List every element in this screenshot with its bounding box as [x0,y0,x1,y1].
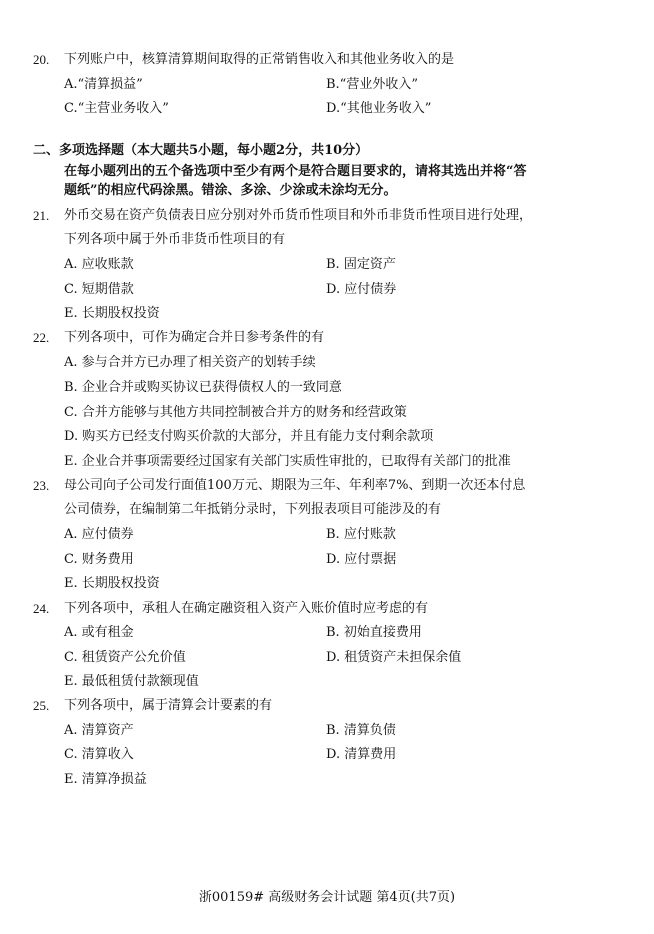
q22-option-b: B. 企业合并或购买协议已获得债权人的一致同意 [64,380,342,395]
q21-option-a: A. 应收账款 [64,257,134,272]
q22-option-c: C. 合并方能够与其他方共同控制被合并方的财务和经营政策 [64,405,407,420]
q21-option-b: B. 固定资产 [326,257,396,272]
q24-option-d: D. 租赁资产未担保余值 [326,650,462,665]
q24-option-e: E. 最低租赁付款额现值 [64,674,199,689]
q24-option-a: A. 或有租金 [64,625,134,640]
q21-number: 21. [33,208,50,223]
q23-option-d: D. 应付票据 [326,552,397,567]
q23-stem-line2: 公司债券，在编制第二年抵销分录时，下列报表项目可能涉及的有 [64,502,442,517]
section-2-title: 二、多项选择题（本大题共5小题，每小题2分，共10分） [33,143,369,158]
q24-stem: 下列各项中，承租人在确定融资租入资产入账价值时应考虑的有 [64,601,429,616]
q24-number: 24. [33,601,50,616]
q21-option-e: E. 长期股权投资 [64,306,160,321]
q24-option-b: B. 初始直接费用 [326,625,422,640]
q23-option-e: E. 长期股权投资 [64,576,160,591]
q21-option-c: C. 短期借款 [64,282,134,297]
q23-option-c: C. 财务费用 [64,552,134,567]
q25-number: 25. [33,698,50,713]
q20-option-c: C.“主营业务收入” [64,101,169,116]
q25-option-e: E. 清算净损益 [64,772,147,787]
q25-option-a: A. 清算资产 [64,723,134,738]
q22-number: 22. [33,330,50,345]
q22-stem: 下列各项中，可作为确定合并日参考条件的有 [64,330,325,345]
q23-number: 23. [33,478,50,493]
q20-number: 20. [33,52,50,67]
section-2-instruction-line1: 在每小题列出的五个备选项中至少有两个是符合题目要求的，请将其选出并将“答 [64,164,527,179]
q23-stem-line1: 母公司向子公司发行面值100万元、期限为三年、年利率7%、到期一次还本付息 [64,478,526,493]
q25-option-c: C. 清算收入 [64,747,134,762]
q20-option-b: B.“营业外收入” [326,77,418,92]
q20-stem: 下列账户中，核算清算期间取得的正常销售收入和其他业务收入的是 [64,52,455,67]
page-footer: 浙00159# 高级财务会计试题 第4页(共7页) [198,890,456,905]
q20-option-a: A.“清算损益” [64,77,143,92]
q20-option-d: D.“其他业务收入” [326,101,432,116]
q24-option-c: C. 租赁资产公允价值 [64,650,186,665]
q25-stem: 下列各项中，属于清算会计要素的有 [64,698,273,713]
q22-option-a: A. 参与合并方已办理了相关资产的划转手续 [64,355,316,370]
q22-option-d: D. 购买方已经支付购买价款的大部分，并且有能力支付剩余款项 [64,429,434,444]
section-2-instruction-line2: 题纸”的相应代码涂黑。错涂、多涂、少涂或未涂均无分。 [64,183,397,198]
q22-option-e: E. 企业合并事项需要经过国家有关部门实质性审批的，已取得有关部门的批准 [64,454,511,469]
q21-stem-line1: 外币交易在资产负债表日应分别对外币货币性项目和外币非货币性项目进行处理， [64,208,533,223]
q23-option-b: B. 应付账款 [326,527,396,542]
q23-option-a: A. 应付债券 [64,527,134,542]
q21-stem-line2: 下列各项中属于外币非货币性项目的有 [64,232,286,247]
q21-option-d: D. 应付债券 [326,282,397,297]
q25-option-b: B. 清算负债 [326,723,396,738]
q25-option-d: D. 清算费用 [326,747,397,762]
